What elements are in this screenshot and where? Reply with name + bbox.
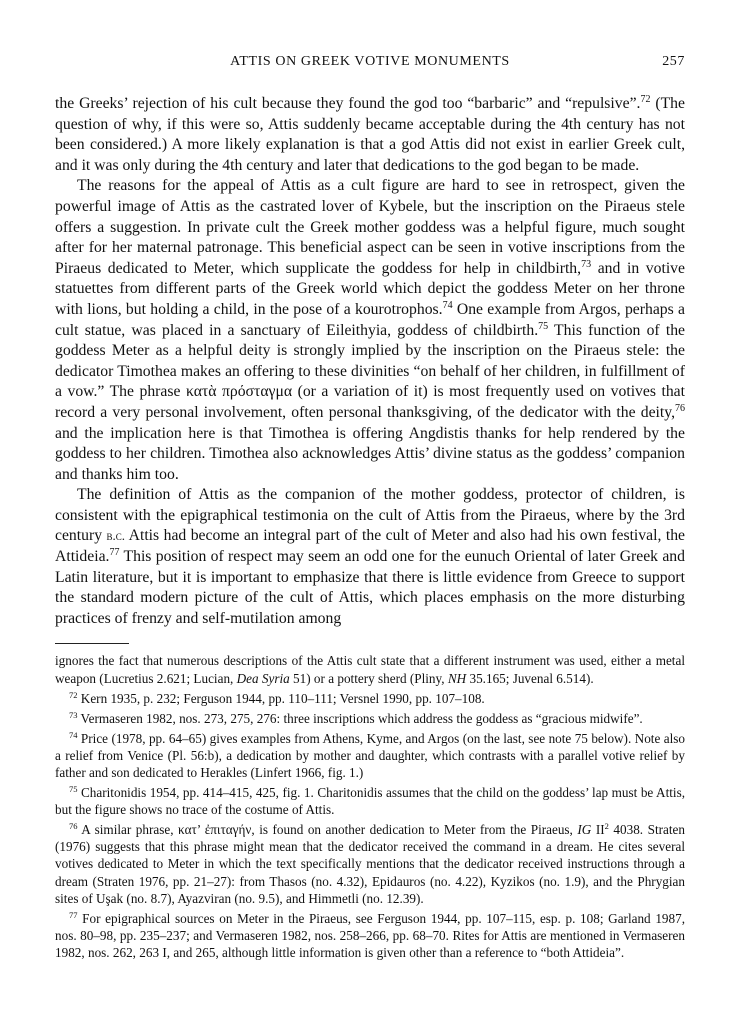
footnote-text: For epigraphical sources on Meter in the Piraeus, see Ferguson 1944, pp. 107–115, esp. p. 108; Garland 1987, nos. 80–98, pp. 235–237; and Vermaseren 1982, nos. 258–266, pp. 68–70. Rites for Attis are mentioned in Vermaseren 1982, nos. 262, 263 I, and 265, although little information is given other than a reference to “both Attideia”. [55, 910, 685, 960]
running-head [55, 48, 685, 74]
text-run: This position of respect may seem an odd one for the eunuch Oriental of later Greek and Latin literature, but it is important to emphasize that there is little evidence from Greece to support the standard modern picture of the cult of Attis, which places emphasis on the more disturbing practices of frenzy and self-mutilation among [55, 548, 685, 627]
footnote-text: Vermaseren 1982, nos. 273, 275, 276: three inscriptions which address the goddess as “gracious midwife”. [77, 710, 643, 726]
footnote-text: Charitonidis 1954, pp. 414–415, 425, fig. 1. Charitonidis assumes that the child on the goddess’ lap must be Attis, but the figure shows no trace of the costume of Attis. [55, 785, 685, 818]
footnote-ref: 72 [640, 94, 651, 105]
footnote-ref: 73 [581, 258, 592, 270]
footnotes [55, 652, 685, 961]
footnote-rule [55, 643, 129, 644]
footnote-text: II [591, 822, 605, 838]
text-run: ignores the fact that numerous descriptions of the Attis cult state that a different instrument was used, either a metal weapon (Lucretius 2.621; Lucian, [55, 653, 685, 686]
paragraph [55, 485, 685, 629]
footnote-continuation [55, 652, 685, 686]
text-run: This function of the goddess Meter as a helpful deity is strongly implied by the inscription on the Piraeus stele: the dedicator Timothea makes an offering to these divinities “on behalf of her children, in fulfillment of a vow.” The phrase κατὰ πρόσταγμα (or a variation of it) is most frequently used on votives that record a very personal involvement, often personal thanksgiving, of the dedicator with the deity, [55, 321, 685, 421]
footnote-number: 74 [69, 729, 78, 740]
text-run: and in votive statuettes from different parts of the Greek world which depict the goddess Meter on her throne with lions, but holding a child, in the pose of a kourotrophos. [55, 259, 685, 318]
italic-title: Dea Syria [236, 670, 290, 686]
text-run: The reasons for the appeal of Attis as a cult figure are hard to see in retrospect, given the powerful image of Attis as the castrated lover of Kybele, but the inscription on the Piraeus stele offers a suggestion. In private cult the Greek mother goddess was a helpful figure, much sought after for her maternal patronage. This beneficial aspect can be seen in votive inscriptions from the Piraeus dedicated to Meter, which supplicate the goddess for help in childbirth, [55, 177, 685, 277]
footnote-number: 75 [69, 784, 78, 795]
superscript: 2 [604, 821, 609, 832]
italic-abbreviation: IG [577, 822, 592, 838]
small-caps-era: b.c. [106, 528, 126, 544]
footnote-text: Kern 1935, p. 232; Ferguson 1944, pp. 110–111; Versnel 1990, pp. 107–108. [77, 690, 485, 706]
footnote-number: 73 [69, 709, 78, 720]
footnote-number: 76 [69, 821, 78, 832]
text-run: the Greeks’ rejection of his cult because they found the god too “barbaric” and “repulsive”. [55, 95, 641, 112]
footnote-number: 77 [69, 909, 78, 920]
footnote-74 [55, 730, 685, 781]
footnote-ref: 76 [675, 402, 685, 414]
main-text [55, 94, 685, 629]
text-run: Attis had become an integral part of the cult of Meter and also had his own festival, the Attideia. [55, 527, 685, 566]
footnote-76 [55, 821, 685, 906]
footnote-text: 4038. Straten (1976) suggests that this phrase might mean that the dedicator received the command in a dream. He cites several votives dedicated to Meter in which the text specifically mentions that the dedicator received instructions through a dream (Straten 1976, pp. 21–27): from Thasos (no. 4.32), Epidauros (no. 4.22), Kyzikos (no. 1.9), and the Phrygian sites of Uşak (no. 8.7), Ayazviran (no. 9.5), and Himmetli (no. 12.39). [55, 822, 685, 906]
text-run: (The question of why, if this were so, Attis suddenly became acceptable during the 4th century has not been considered.) A more likely explanation is that a god Attis did not exist in earlier Greek cult, and it was only during the 4th century and later that dedications to the god began to be made. [55, 95, 685, 174]
footnote-ref: 77 [109, 547, 120, 559]
footnote-text: A similar phrase, κατ’ ἐπιταγήν, is found on another dedication to Meter from the Piraeus, [77, 822, 578, 838]
page-number: 257 [662, 54, 685, 69]
footnote-72 [55, 690, 685, 707]
text-run: 51) or a pottery sherd (Pliny, [289, 670, 448, 686]
text-run: 35.165; Juvenal 6.514). [466, 670, 594, 686]
text-run: One example from Argos, perhaps a cult statue, was placed in a sanctuary of Eileithyia, goddess of childbirth. [55, 300, 685, 339]
footnote-75 [55, 784, 685, 818]
running-title: ATTIS ON GREEK VOTIVE MONUMENTS [230, 54, 510, 69]
footnote-ref: 75 [538, 320, 549, 332]
footnote-number: 72 [69, 689, 78, 700]
footnote-73 [55, 710, 685, 727]
text-run: and the implication here is that Timothea is offering Angdistis thanks for help rendered by the goddess to her children. Timothea also acknowledges Attis’ divine status as the goddess’ companion and thanks him too. [55, 424, 685, 483]
page [55, 48, 685, 964]
footnote-77 [55, 910, 685, 961]
footnote-ref: 74 [442, 299, 453, 311]
footnote-text: Price (1978, pp. 64–65) gives examples from Athens, Kyme, and Argos (on the last, see note 75 below). Note also a relief from Venice (Pl. 56:b), a dedication by mother and daughter, which contrasts with a parallel votive relief by father and son dedicated to Herakles (Linfert 1966, fig. 1.) [55, 730, 685, 780]
text-run: The definition of Attis as the companion of the mother goddess, protector of children, is consistent with the epigraphical testimonia on the cult of Attis from the Piraeus, where by the 3rd century [55, 486, 685, 545]
paragraph [55, 176, 685, 485]
italic-title: NH [447, 670, 467, 686]
paragraph [55, 94, 685, 176]
